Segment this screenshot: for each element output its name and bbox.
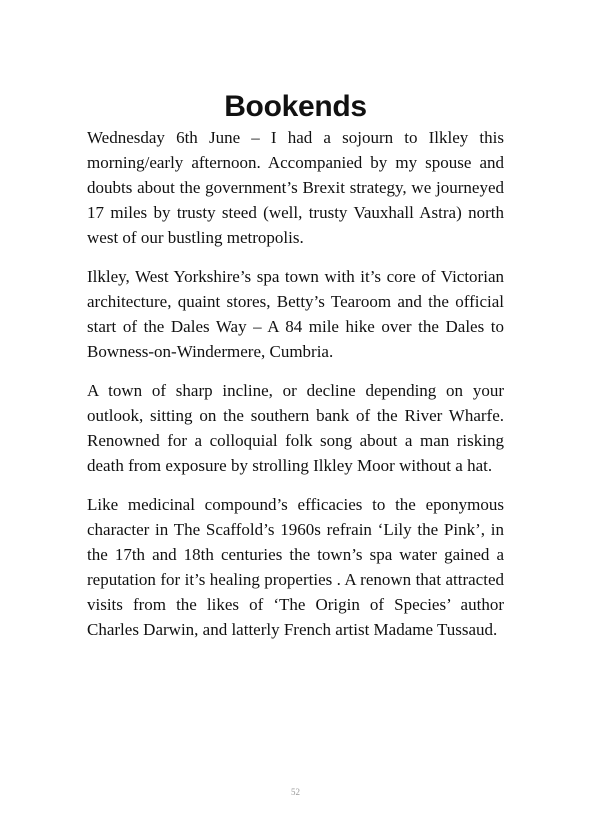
page-number: 52 — [291, 787, 300, 797]
paragraph-1: Wednesday 6th June – I had a sojourn to Ilkley this morning/early afternoon. Accompanied by my spouse and doubts about the government’s Brexit strategy, we journeyed 17 miles by trusty steed (well, trusty Vauxhall Astra) north west of our bustling metropolis. — [87, 128, 504, 247]
paragraph-3: A town of sharp incline, or decline depending on your outlook, sitting on the southern bank of the River Wharfe. Renowned for a colloquial folk song about a man risking death from exposure by strolling Ilkley Moor without a hat. — [87, 381, 504, 475]
paragraph-4: Like medicinal compound’s efficacies to the eponymous character in The Scaffold’s 1960s refrain ‘Lily the Pink’, in the 17th and 18th centuries the town’s spa water gained a reputation for it’s healing properties . A renown that attracted visits from the likes of ‘The Origin of Species’ author Charles Darwin, and latterly French artist Madame Tussaud. — [87, 495, 504, 639]
paragraph-2: Ilkley, West Yorkshire’s spa town with it’s core of Victorian architecture, quaint stores, Betty’s Tearoom and the official start of the Dales Way – A 84 mile hike over the Dales to Bowness-on-Windermere, Cumbria. — [87, 267, 504, 361]
body-text — [87, 125, 504, 656]
page-title: Bookends — [224, 90, 367, 124]
